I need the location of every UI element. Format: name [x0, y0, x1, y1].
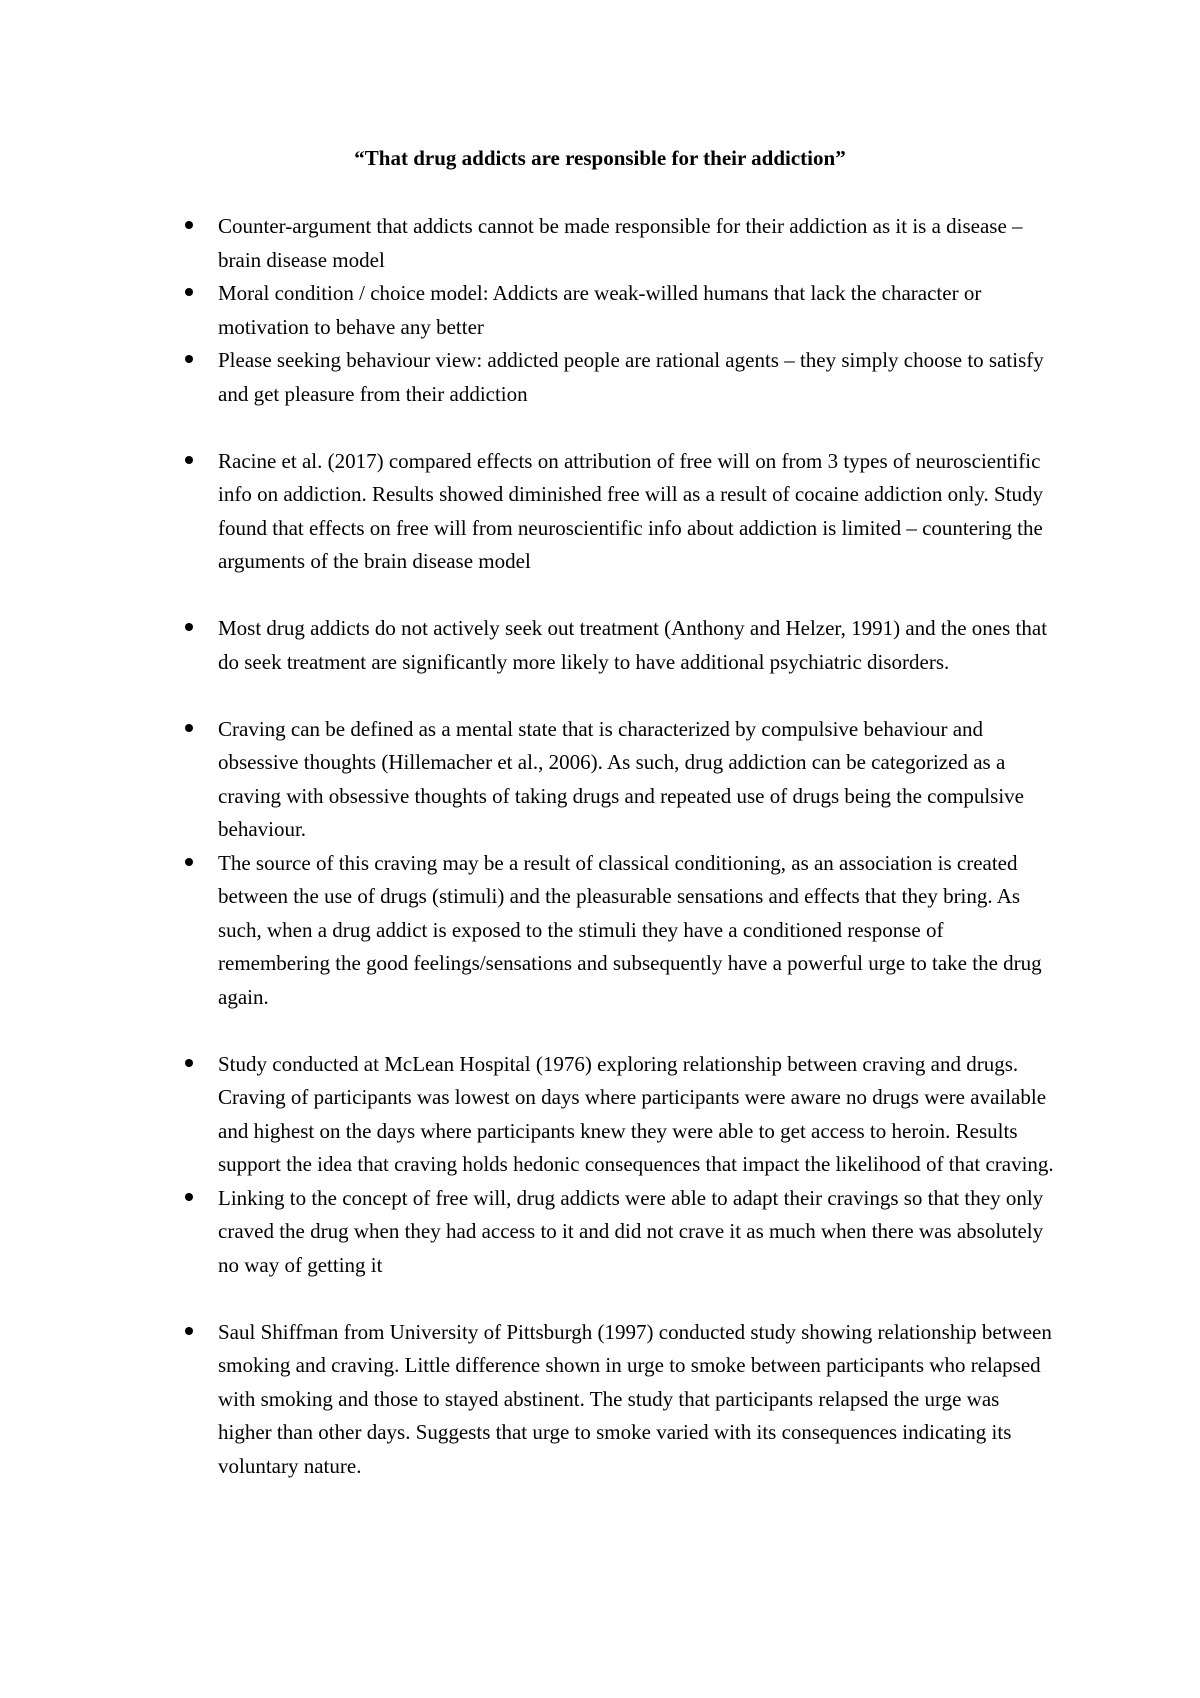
bullet-dot-icon [185, 858, 193, 866]
bullet-item [218, 445, 1058, 579]
bullet-item [218, 713, 1058, 847]
bullet-text: Most drug addicts do not actively seek out treatment (Anthony and Helzer, 1991) and the ones that do seek treatment are significantly more likely to have additional psychiatric disorders. [218, 616, 1048, 674]
bullet-dot-icon [185, 456, 193, 464]
bullet-dot-icon [185, 221, 193, 229]
bullet-item [218, 1048, 1058, 1182]
bullet-text: Moral condition / choice model: Addicts are weak-willed humans that lack the character or motivation to behave any better [218, 281, 982, 339]
bullet-dot-icon [185, 1059, 193, 1067]
bullet-dot-icon [185, 288, 193, 296]
bullet-dot-icon [185, 1327, 193, 1335]
bullet-dot-icon [185, 724, 193, 732]
bullet-item [218, 1182, 1058, 1283]
bullet-item [218, 1316, 1058, 1484]
bullet-item [218, 277, 1058, 344]
bullet-text: The source of this craving may be a result of classical conditioning, as an association is created between the use of drugs (stimuli) and the pleasurable sensations and effects that they bring. As such, when a drug addict is exposed to the stimuli they have a conditioned response of remembering the good feelings/sensations and subsequently have a powerful urge to take the drug again. [218, 850, 1042, 1009]
bullet-text: Racine et al. (2017) compared effects on attribution of free will on from 3 types of neuroscientific info on addiction. Results showed diminished free will as a result of cocaine addiction only. Study found that effects on free will from neuroscientific info about addiction is limited – countering the arguments of the brain disease model [218, 448, 1044, 573]
bullet-text: Linking to the concept of free will, drug addicts were able to adapt their cravings so that they only craved the drug when they had access to it and did not crave it as much when there was absolutely no way of getting it [218, 1185, 1044, 1277]
bullet-item [218, 210, 1058, 277]
bullet-list [218, 210, 1058, 1483]
bullet-text: Counter-argument that addicts cannot be made responsible for their addiction as it is a disease – brain disease model [218, 214, 1023, 272]
bullet-text: Please seeking behaviour view: addicted people are rational agents – they simply choose to satisfy and get pleasure from their addiction [218, 348, 1044, 406]
bullet-text: Saul Shiffman from University of Pittsburgh (1997) conducted study showing relationship between smoking and craving. Little difference shown in urge to smoke between participants who relapsed with smoking and those to stayed abstinent. The study that participants relapsed the urge was higher than other days. Suggests that urge to smoke varied with its consequences indicating its voluntary nature. [218, 1319, 1052, 1478]
bullet-text: Study conducted at McLean Hospital (1976) exploring relationship between craving and drugs. Craving of participants was lowest on days where participants were aware no drugs were available and highest on the days where participants knew they were able to get access to heroin. Results support the idea that craving holds hedonic consequences that impact the likelihood of that craving. [218, 1051, 1054, 1176]
bullet-item [218, 847, 1058, 1015]
bullet-dot-icon [185, 1193, 193, 1201]
bullet-dot-icon [185, 623, 193, 631]
bullet-item [218, 612, 1058, 679]
bullet-dot-icon [185, 355, 193, 363]
document-title: “That drug addicts are responsible for their addiction” [354, 146, 846, 170]
bullet-text: Craving can be defined as a mental state that is characterized by compulsive behaviour and obsessive thoughts (Hillemacher et al., 2006). As such, drug addiction can be categorized as a craving with obsessive thoughts of taking drugs and repeated use of drugs being the compulsive behaviour. [218, 716, 1024, 841]
bullet-item [218, 344, 1058, 411]
